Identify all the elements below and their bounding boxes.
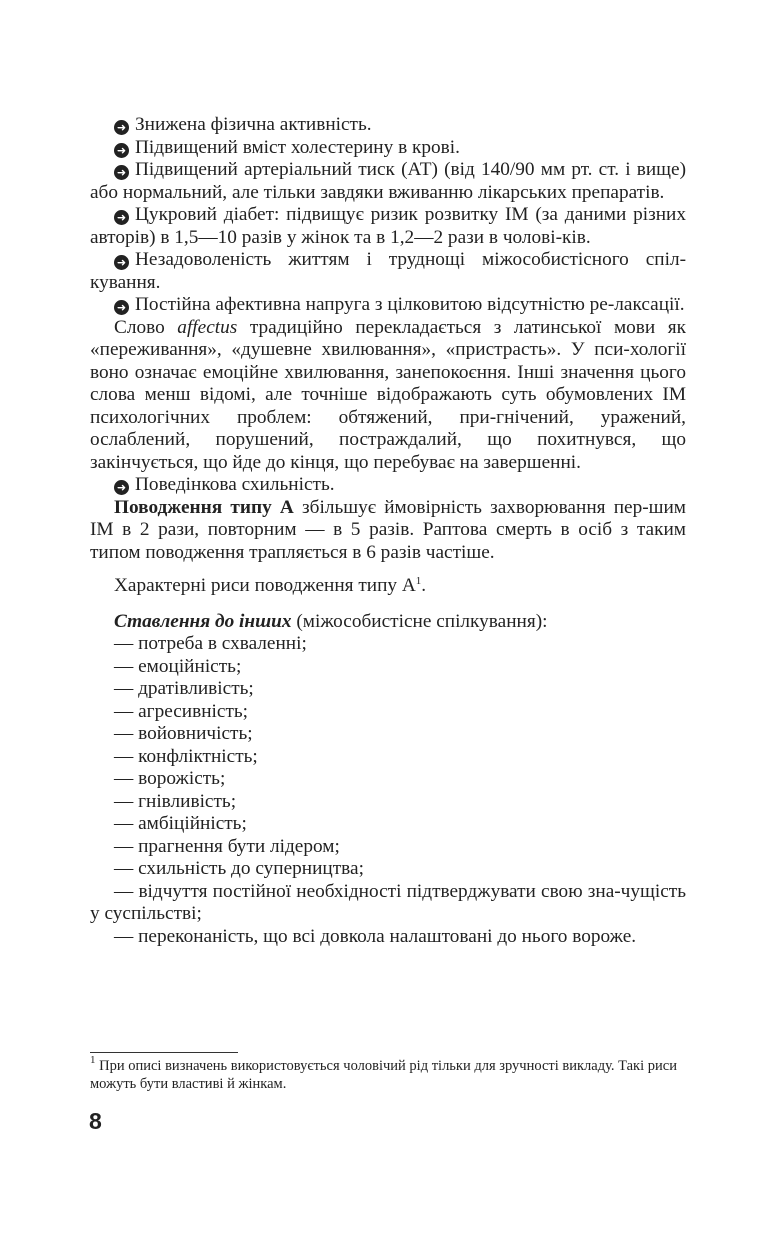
list-item: — амбіційність;: [114, 813, 247, 834]
list-item: — відчуття постійної необхідності підтверджувати свою зна-чущість у суспільстві;: [90, 880, 686, 924]
main-text-column: [90, 114, 686, 948]
arrow-bullet-icon: ➜: [114, 300, 129, 315]
footnote-divider: [90, 1052, 238, 1053]
list-item: — прагнення бути лідером;: [114, 835, 340, 857]
list-item: — емоційність;: [114, 655, 242, 677]
bullet-item: ➜ Знижена фізична активність.: [90, 114, 686, 137]
arrow-bullet-icon: ➜: [114, 210, 129, 225]
traits-list: [90, 633, 686, 948]
list-item: — схильність до суперництва;: [114, 858, 364, 879]
bullet-item: ➜ Підвищений вміст холестерину в крові.: [90, 137, 686, 160]
type-a-term: Поводження типу А: [114, 496, 294, 518]
bullet-item: ➜ Незадоволеність життям і труднощі міжособистісного спіл-кування.: [90, 249, 686, 293]
list-item: — войовничість;: [114, 723, 253, 744]
bullet-item: ➜ Підвищений артеріальний тиск (АТ) (від 140/90 мм рт. ст. і вище) або нормальний, але тільки завдяки вживанню лікарських препаратів.: [90, 159, 686, 203]
attitude-label: Ставлення до інших: [114, 610, 292, 632]
footnote-ref: 1: [415, 575, 422, 587]
list-item: — переконаність, що всі довкола налаштовані до нього вороже.: [114, 925, 637, 947]
affectus-paragraph: Слово affectus традиційно перекладається з латинської мови як «переживання», «душевне хвилювання», «пристрасть». У пси-хології воно означає емоційне хвилювання, занепокоєння. Інші значення цього слова менш відомі, але точніше відображають суть обумовлених ІМ психологічних проблем: обтяжений, при-гнічений, уражений, ослаблений, порушений, постраждалий, що похитнувся, що закінчується, що йде до кінця, що перебуває на завершенні.: [90, 316, 687, 473]
list-item: — конфліктність;: [114, 745, 258, 767]
arrow-bullet-icon: ➜: [114, 480, 129, 495]
list-item: — потреба в схваленні;: [114, 633, 307, 654]
attitude-heading: Ставлення до інших (міжособистісне спілкування):: [114, 610, 548, 632]
bullet-item: ➜ Цукровий діабет: підвищує ризик розвитку ІМ (за даними різних авторів) в 1,5—10 разів у жінок та в 1,2—2 рази в чолові-ків.: [90, 204, 686, 248]
arrow-bullet-icon: ➜: [114, 120, 129, 135]
bullet-item: ➜ Постійна афективна напруга з цілковитою відсутністю ре-лаксації.: [90, 294, 686, 317]
list-item: — гнівливість;: [114, 790, 237, 812]
affectus-term: affectus: [177, 316, 238, 338]
bullet-item: ➜ Поведінкова схильність.: [90, 474, 686, 497]
type-a-paragraph: Поводження типу А збільшує ймовірність захворювання пер-шим ІМ в 2 рази, повторним — в 5 разів. Раптова смерть в осіб з таким типом поводження трапляється в 6 разів частіше.: [90, 496, 686, 563]
arrow-bullet-icon: ➜: [114, 165, 129, 180]
arrow-bullet-icon: ➜: [114, 255, 129, 270]
list-item: — агресивність;: [114, 700, 249, 722]
list-item: — ворожість;: [114, 768, 226, 789]
list-item: — дратівливість;: [114, 678, 254, 699]
footnote-mark: 1: [90, 1054, 96, 1066]
page-number: 8: [89, 1108, 102, 1134]
footnote: $^1$ При описі визначень використовується чоловічий рід тільки для зручності викладу. Такі риси можуть бути властиві й жінкам.: [90, 1054, 677, 1092]
traits-heading: Характерні риси поводження типу $А^1$.: [114, 575, 427, 596]
arrow-bullet-icon: ➜: [114, 143, 129, 158]
